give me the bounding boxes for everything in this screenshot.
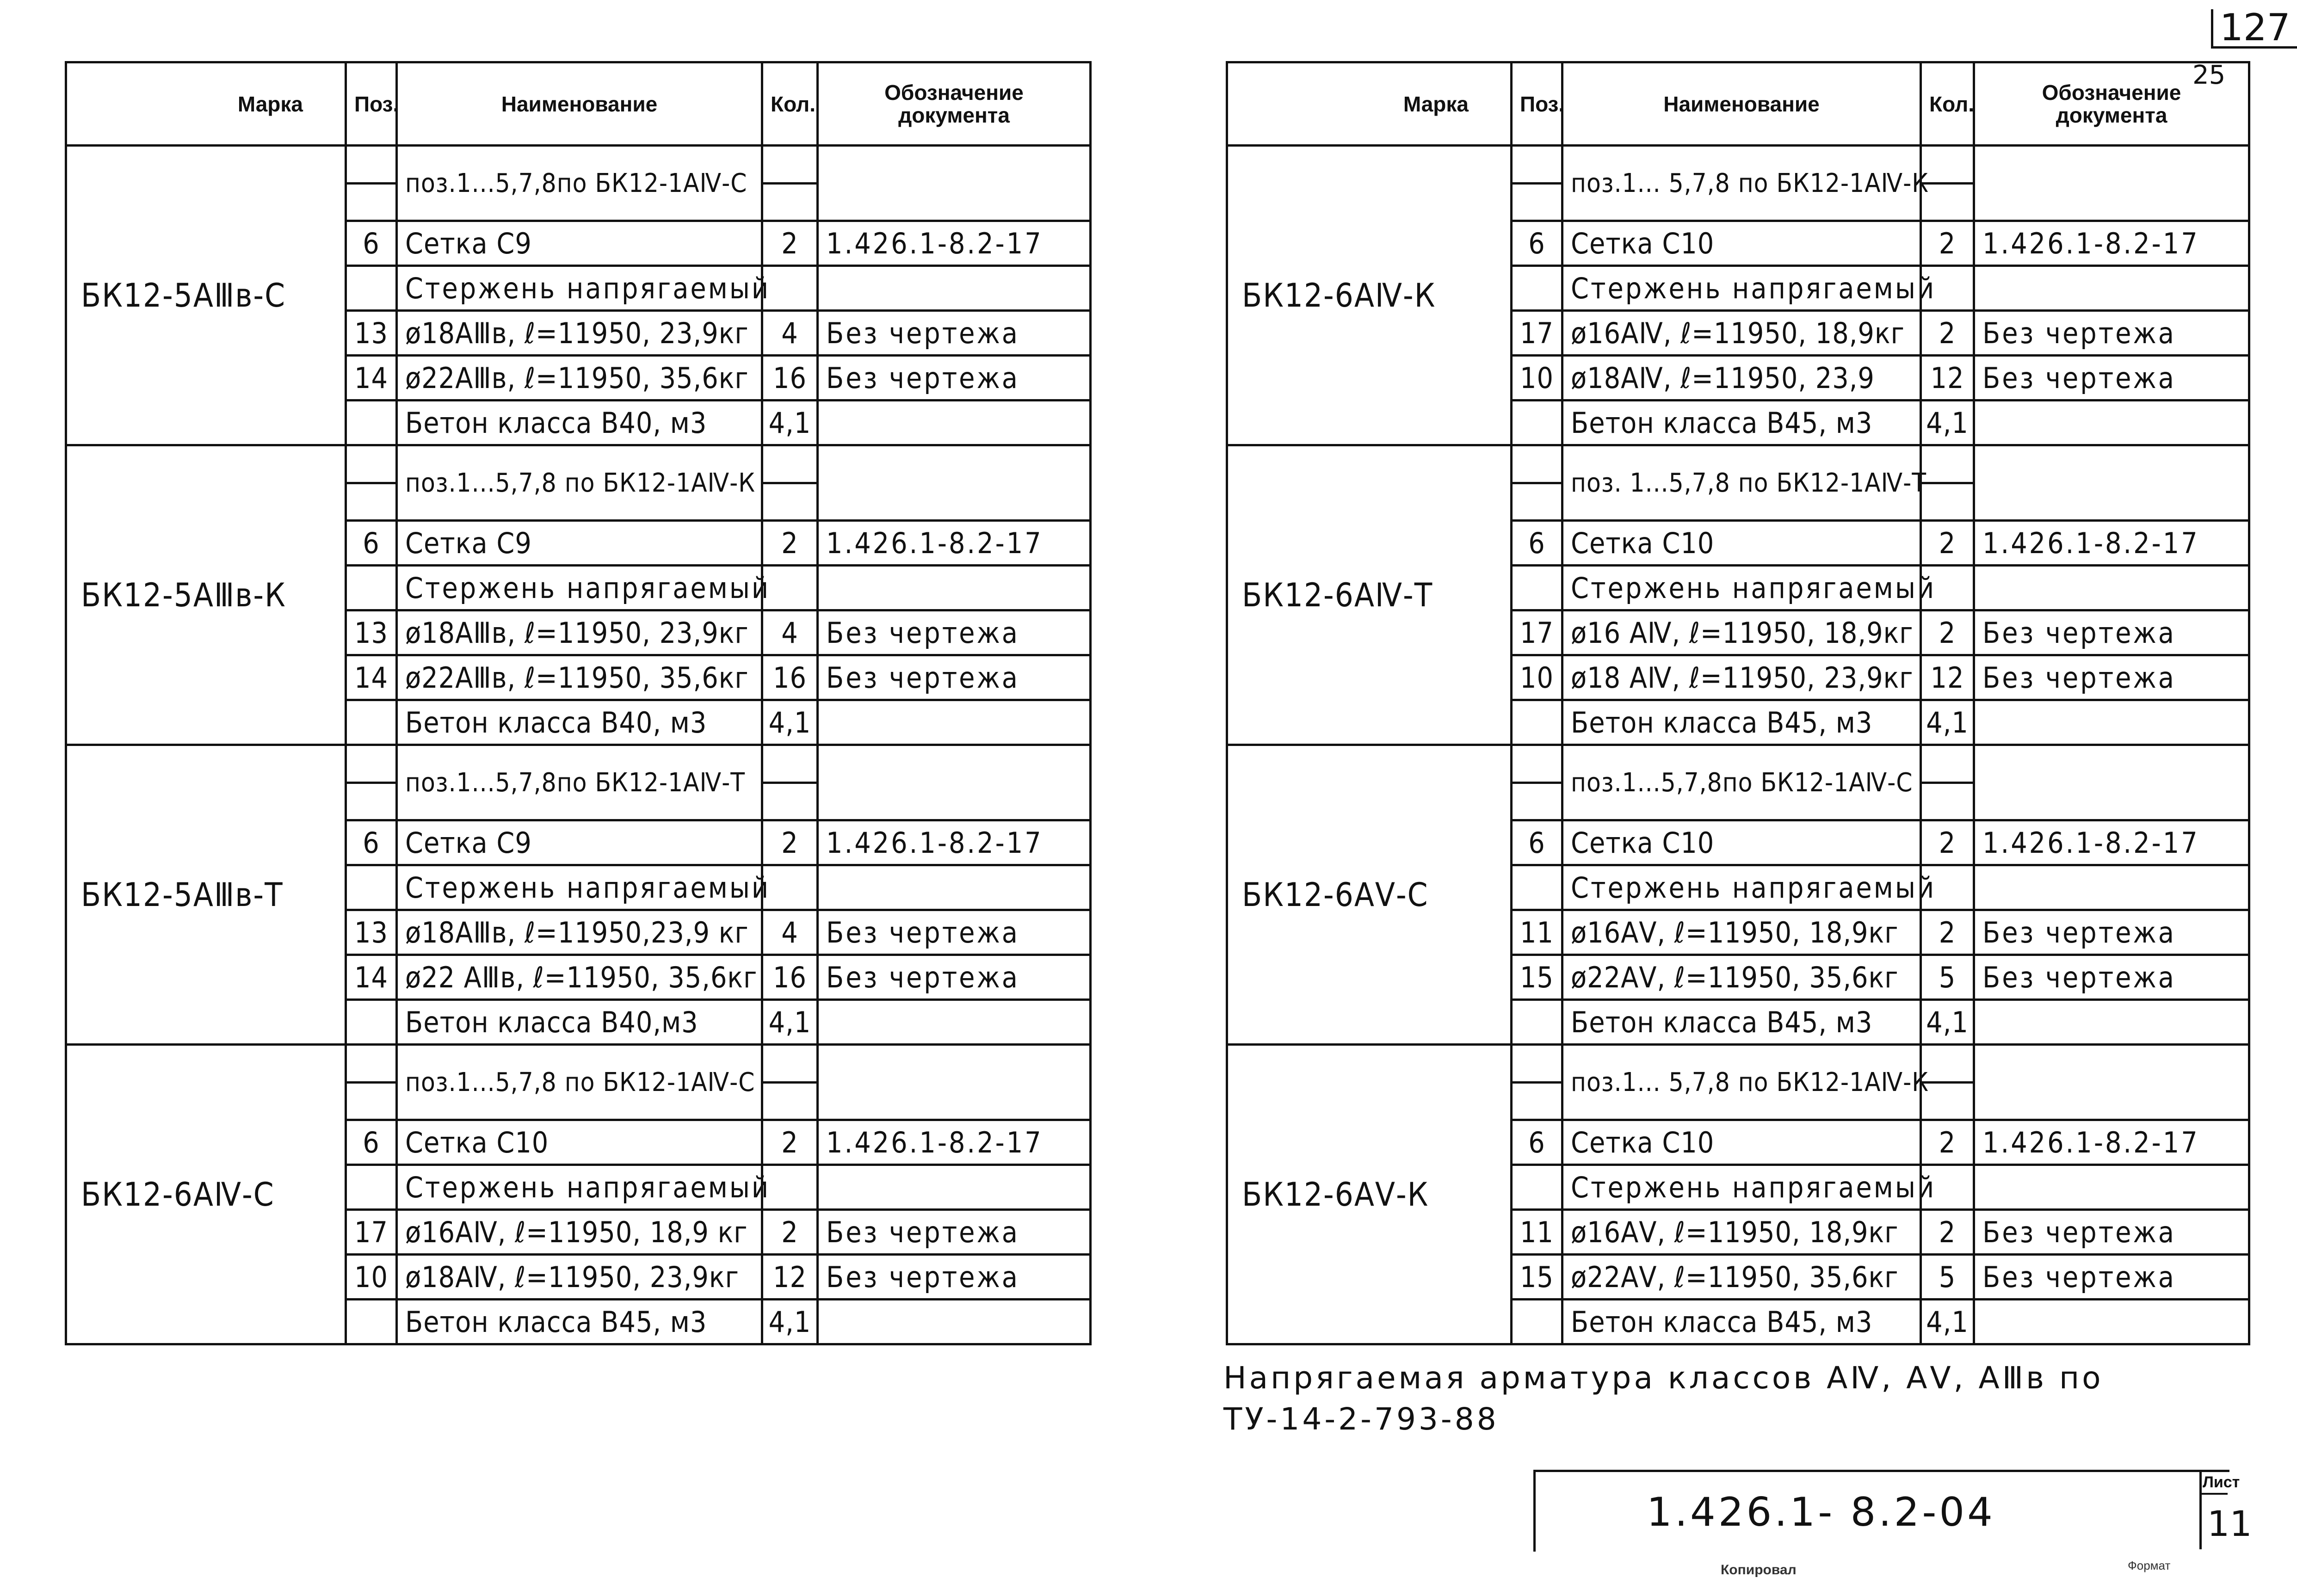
page-number-top-text: 127 [2220, 6, 2291, 49]
ref-pos-dash [346, 745, 397, 820]
sheet-label: Лист [2203, 1473, 2240, 1491]
dash-mark [347, 782, 395, 784]
doc-cell [1974, 1300, 2249, 1344]
left-spec-table [65, 61, 1092, 1345]
doc-cell: Без чертежа [818, 1210, 1091, 1255]
note-line-1: Напрягаемая арматура классов АⅣ, АⅤ, АⅢв по [1223, 1360, 2104, 1396]
pos-cell [1512, 1300, 1562, 1344]
marka-cell: БК12-6АⅣ-Т [1227, 445, 1512, 745]
doc-cell: 1.426.1-8.2-17 [1974, 1120, 2249, 1165]
name-cell: Стержень напрягаемый [1562, 865, 1921, 910]
header-name: Наименование [397, 62, 762, 146]
pos-cell [1512, 1165, 1562, 1210]
qty-cell: 2 [1921, 221, 1974, 266]
qty-cell: 4,1 [762, 1000, 818, 1045]
footer-copied: Копировал [1721, 1562, 1797, 1578]
qty-cell: 2 [762, 820, 818, 865]
doc-cell: 1.426.1-8.2-17 [818, 521, 1091, 566]
dash-mark [763, 482, 816, 484]
qty-cell: 4,1 [762, 1300, 818, 1344]
header-pos: Поз. [1512, 62, 1562, 146]
doc-cell: Без чертежа [818, 1255, 1091, 1300]
ref-doc-cell [818, 1045, 1091, 1120]
qty-cell: 2 [762, 521, 818, 566]
doc-cell: Без чертежа [1974, 311, 2249, 356]
doc-cell: Без чертежа [818, 311, 1091, 356]
doc-cell: Без чертежа [1974, 356, 2249, 401]
name-cell: ø22АⅤ, ℓ=11950, 35,6кг [1562, 955, 1921, 1000]
header-name: Наименование [1562, 62, 1921, 146]
doc-cell [1974, 1000, 2249, 1045]
name-cell: Стержень напрягаемый [397, 266, 762, 311]
pos-cell: 14 [346, 356, 397, 401]
name-cell: Бетон класса В45, м3 [1562, 700, 1921, 745]
doc-cell [818, 1000, 1091, 1045]
header-doc-line1: Обозначение [884, 80, 1024, 105]
pos-cell: 13 [346, 910, 397, 955]
name-cell: Бетон класса В40, м3 [397, 700, 762, 745]
doc-cell: Без чертежа [1974, 1255, 2249, 1300]
pos-cell: 6 [346, 820, 397, 865]
pos-cell: 6 [346, 221, 397, 266]
name-cell: Стержень напрягаемый [397, 1165, 762, 1210]
qty-cell: 2 [1921, 521, 1974, 566]
pos-cell: 10 [1512, 356, 1562, 401]
reference-cell: поз.1... 5,7,8 по БК12-1АⅣ-К [1562, 1045, 1921, 1120]
name-cell: Стержень напрягаемый [1562, 1165, 1921, 1210]
dash-mark [763, 782, 816, 784]
qty-cell [762, 1165, 818, 1210]
marka-cell: БК12-5АⅢв-Т [66, 745, 346, 1045]
doc-cell: Без чертежа [818, 910, 1091, 955]
qty-cell: 16 [762, 955, 818, 1000]
qty-cell: 4,1 [762, 401, 818, 445]
reference-cell: поз.1...5,7,8по БК12-1АⅣ-С [397, 146, 762, 221]
name-cell: ø16 АⅣ, ℓ=11950, 18,9кг [1562, 610, 1921, 655]
pos-cell: 6 [346, 1120, 397, 1165]
pos-cell: 14 [346, 655, 397, 700]
header-qty: Кол. [1921, 62, 1974, 146]
name-cell: ø16АⅣ, ℓ=11950, 18,9 кг [397, 1210, 762, 1255]
marka-cell: БК12-5АⅢв-С [66, 146, 346, 445]
pos-cell [346, 1000, 397, 1045]
doc-cell: Без чертежа [818, 356, 1091, 401]
reference-cell: поз.1...5,7,8по БК12-1АⅣ-Т [397, 745, 762, 820]
name-cell: Бетон класса В40,м3 [397, 1000, 762, 1045]
dash-mark [763, 1081, 816, 1084]
name-cell: ø22АⅤ, ℓ=11950, 35,6кг [1562, 1255, 1921, 1300]
name-cell: ø22АⅢв, ℓ=11950, 35,6кг [397, 356, 762, 401]
pos-cell: 15 [1512, 1255, 1562, 1300]
qty-cell: 16 [762, 356, 818, 401]
pos-cell [1512, 266, 1562, 311]
dash-mark [1922, 182, 1973, 185]
pos-cell: 13 [346, 311, 397, 356]
doc-cell: Без чертежа [1974, 955, 2249, 1000]
header-marka: Марка [1227, 62, 1512, 146]
name-cell: Сетка С10 [1562, 221, 1921, 266]
doc-cell: 1.426.1-8.2-17 [1974, 521, 2249, 566]
ref-qty-dash [762, 445, 818, 521]
ref-qty-dash [762, 1045, 818, 1120]
pos-cell: 14 [346, 955, 397, 1000]
header-doc [818, 62, 1091, 146]
qty-cell: 16 [762, 655, 818, 700]
header-doc-line2: документа [898, 103, 1010, 127]
doc-cell: Без чертежа [1974, 610, 2249, 655]
dash-mark [347, 182, 395, 185]
name-cell: ø18АⅢв, ℓ=11950, 23,9кг [397, 610, 762, 655]
qty-cell: 2 [762, 1210, 818, 1255]
qty-cell: 2 [762, 221, 818, 266]
name-cell: Стержень напрягаемый [397, 566, 762, 610]
ref-pos-dash [346, 445, 397, 521]
pos-cell: 13 [346, 610, 397, 655]
qty-cell: 2 [1921, 820, 1974, 865]
ref-qty-dash [762, 146, 818, 221]
name-cell: Стержень напрягаемый [397, 865, 762, 910]
doc-cell: 1.426.1-8.2-17 [818, 1120, 1091, 1165]
pos-cell [1512, 1000, 1562, 1045]
doc-cell: Без чертежа [818, 655, 1091, 700]
pos-cell: 15 [1512, 955, 1562, 1000]
name-cell: ø22 АⅢв, ℓ=11950, 35,6кг [397, 955, 762, 1000]
doc-cell [818, 266, 1091, 311]
pos-cell [346, 700, 397, 745]
pos-cell [1512, 865, 1562, 910]
qty-cell: 4,1 [1921, 1300, 1974, 1344]
doc-cell: 1.426.1-8.2-17 [1974, 820, 2249, 865]
header-pos: Поз. [346, 62, 397, 146]
name-cell: Бетон класса В45, м3 [1562, 1300, 1921, 1344]
doc-cell [1974, 1165, 2249, 1210]
reference-cell: поз. 1...5,7,8 по БК12-1АⅣ-Т [1562, 445, 1921, 521]
spec-group-row [66, 745, 1091, 820]
doc-cell: Без чертежа [1974, 910, 2249, 955]
stamp-document-code: 1.426.1- 8.2-04 [1647, 1489, 1995, 1535]
note-line-2: ТУ-14-2-793-88 [1223, 1401, 1499, 1437]
doc-cell [818, 700, 1091, 745]
name-cell: Сетка С10 [1562, 521, 1921, 566]
name-cell: Бетон класса В45, м3 [1562, 1000, 1921, 1045]
qty-cell: 5 [1921, 955, 1974, 1000]
pos-cell [1512, 700, 1562, 745]
header-doc [1974, 62, 2249, 146]
qty-cell [762, 865, 818, 910]
name-cell: Стержень напрягаемый [1562, 566, 1921, 610]
ref-pos-dash [346, 1045, 397, 1120]
pos-cell [346, 266, 397, 311]
ref-qty-dash [1921, 745, 1974, 820]
dash-mark [347, 1081, 395, 1084]
name-cell: ø16АⅣ, ℓ=11950, 18,9кг [1562, 311, 1921, 356]
page-number-top [2211, 6, 2297, 49]
spec-group-row [66, 146, 1091, 221]
qty-cell: 2 [1921, 1210, 1974, 1255]
footer-format: Формат [2128, 1559, 2171, 1572]
doc-cell: Без чертежа [1974, 1210, 2249, 1255]
pos-cell: 17 [1512, 311, 1562, 356]
pos-cell: 6 [1512, 221, 1562, 266]
doc-cell: 1.426.1-8.2-17 [818, 221, 1091, 266]
doc-cell: Без чертежа [818, 610, 1091, 655]
ref-doc-cell [818, 146, 1091, 221]
right-header-row [1227, 62, 2249, 146]
ref-pos-dash [1512, 745, 1562, 820]
qty-cell: 12 [1921, 655, 1974, 700]
pos-cell: 10 [346, 1255, 397, 1300]
qty-cell: 5 [1921, 1255, 1974, 1300]
pos-cell [346, 566, 397, 610]
header-doc-line2: документа [2056, 103, 2167, 127]
doc-cell: 1.426.1-8.2-17 [818, 820, 1091, 865]
dash-mark [1513, 182, 1561, 185]
ref-qty-dash [762, 745, 818, 820]
doc-cell [1974, 266, 2249, 311]
header-qty: Кол. [762, 62, 818, 146]
sheet-number: 11 [2207, 1503, 2252, 1544]
dash-mark [763, 182, 816, 185]
pos-cell: 11 [1512, 1210, 1562, 1255]
ref-pos-dash [346, 146, 397, 221]
reference-cell: поз.1...5,7,8по БК12-1АⅣ-С [1562, 745, 1921, 820]
pos-cell: 6 [1512, 820, 1562, 865]
marka-cell: БК12-6АⅣ-К [1227, 146, 1512, 445]
pos-cell: 17 [346, 1210, 397, 1255]
dash-mark [1513, 482, 1561, 484]
marka-cell: БК12-6АⅤ-С [1227, 745, 1512, 1045]
pos-cell [346, 401, 397, 445]
name-cell: ø18АⅣ, ℓ=11950, 23,9кг [397, 1255, 762, 1300]
right-spec-table [1226, 61, 2250, 1345]
reinforcement-note [1223, 1357, 2104, 1440]
name-cell: ø22АⅢв, ℓ=11950, 35,6кг [397, 655, 762, 700]
ref-pos-dash [1512, 445, 1562, 521]
name-cell: Сетка С10 [397, 1120, 762, 1165]
reference-cell: поз.1...5,7,8 по БК12-1АⅣ-К [397, 445, 762, 521]
name-cell: ø18АⅢв, ℓ=11950, 23,9кг [397, 311, 762, 356]
qty-cell: 12 [762, 1255, 818, 1300]
header-marka: Марка [66, 62, 346, 146]
dash-mark [1513, 782, 1561, 784]
name-cell: Стержень напрягаемый [1562, 266, 1921, 311]
doc-cell [818, 401, 1091, 445]
name-cell: ø18АⅣ, ℓ=11950, 23,9 [1562, 356, 1921, 401]
qty-cell: 4,1 [762, 700, 818, 745]
doc-cell [1974, 865, 2249, 910]
sheet-divider [2201, 1493, 2228, 1495]
doc-cell [818, 1300, 1091, 1344]
doc-cell [818, 566, 1091, 610]
qty-cell: 2 [1921, 1120, 1974, 1165]
name-cell: ø18 АⅣ, ℓ=11950, 23,9кг [1562, 655, 1921, 700]
pos-cell: 11 [1512, 910, 1562, 955]
spec-group-row [66, 445, 1091, 521]
dash-mark [1922, 1081, 1973, 1084]
marka-cell: БК12-6АⅤ-К [1227, 1045, 1512, 1344]
pos-cell: 17 [1512, 610, 1562, 655]
pos-cell: 6 [1512, 1120, 1562, 1165]
pos-cell [346, 1165, 397, 1210]
spec-group-row [1227, 445, 2249, 521]
name-cell: Сетка С10 [1562, 820, 1921, 865]
doc-cell: Без чертежа [818, 955, 1091, 1000]
spec-group-row [1227, 146, 2249, 221]
left-header-row [66, 62, 1091, 146]
doc-cell [818, 1165, 1091, 1210]
ref-doc-cell [818, 445, 1091, 521]
pos-cell [346, 1300, 397, 1344]
ref-qty-dash [1921, 445, 1974, 521]
spec-group-row [66, 1045, 1091, 1120]
name-cell: Сетка С10 [1562, 1120, 1921, 1165]
ref-doc-cell [1974, 445, 2249, 521]
header-doc-line1: Обозначение [2042, 80, 2181, 105]
qty-cell: 4,1 [1921, 1000, 1974, 1045]
pos-cell: 6 [346, 521, 397, 566]
marka-cell: БК12-6АⅣ-С [66, 1045, 346, 1344]
dash-mark [1922, 482, 1973, 484]
ref-doc-cell [1974, 745, 2249, 820]
qty-cell: 2 [1921, 311, 1974, 356]
doc-cell [1974, 401, 2249, 445]
pos-cell [1512, 566, 1562, 610]
spec-group-row [1227, 1045, 2249, 1120]
ref-doc-cell [818, 745, 1091, 820]
ref-doc-cell [1974, 1045, 2249, 1120]
dash-mark [1922, 782, 1973, 784]
name-cell: ø16АⅤ, ℓ=11950, 18,9кг [1562, 1210, 1921, 1255]
name-cell: Сетка С9 [397, 521, 762, 566]
qty-cell: 4 [762, 610, 818, 655]
qty-cell [762, 266, 818, 311]
ref-doc-cell [1974, 146, 2249, 221]
ref-pos-dash [1512, 146, 1562, 221]
pos-cell: 10 [1512, 655, 1562, 700]
doc-cell [818, 865, 1091, 910]
pos-cell [346, 865, 397, 910]
name-cell: Сетка С9 [397, 820, 762, 865]
reference-cell: поз.1...5,7,8 по БК12-1АⅣ-С [397, 1045, 762, 1120]
doc-cell [1974, 700, 2249, 745]
name-cell: Сетка С9 [397, 221, 762, 266]
doc-cell: 1.426.1-8.2-17 [1974, 221, 2249, 266]
qty-cell: 2 [1921, 910, 1974, 955]
qty-cell: 2 [1921, 610, 1974, 655]
qty-cell: 12 [1921, 356, 1974, 401]
name-cell: ø16АⅤ, ℓ=11950, 18,9кг [1562, 910, 1921, 955]
page-number-small: 25 [2192, 60, 2226, 90]
name-cell: ø18АⅢв, ℓ=11950,23,9 кг [397, 910, 762, 955]
qty-cell: 4,1 [1921, 401, 1974, 445]
pos-cell [1512, 401, 1562, 445]
name-cell: Бетон класса В45, м3 [1562, 401, 1921, 445]
qty-cell: 4 [762, 311, 818, 356]
spec-group-row [1227, 745, 2249, 820]
qty-cell: 4,1 [1921, 700, 1974, 745]
reference-cell: поз.1... 5,7,8 по БК12-1АⅣ-К [1562, 146, 1921, 221]
doc-cell [1974, 566, 2249, 610]
qty-cell [762, 566, 818, 610]
pos-cell: 6 [1512, 521, 1562, 566]
doc-cell: Без чертежа [1974, 655, 2249, 700]
marka-cell: БК12-5АⅢв-К [66, 445, 346, 745]
qty-cell: 2 [762, 1120, 818, 1165]
name-cell: Бетон класса В45, м3 [397, 1300, 762, 1344]
dash-mark [1513, 1081, 1561, 1084]
dash-mark [347, 482, 395, 484]
ref-pos-dash [1512, 1045, 1562, 1120]
qty-cell: 4 [762, 910, 818, 955]
name-cell: Бетон класса В40, м3 [397, 401, 762, 445]
